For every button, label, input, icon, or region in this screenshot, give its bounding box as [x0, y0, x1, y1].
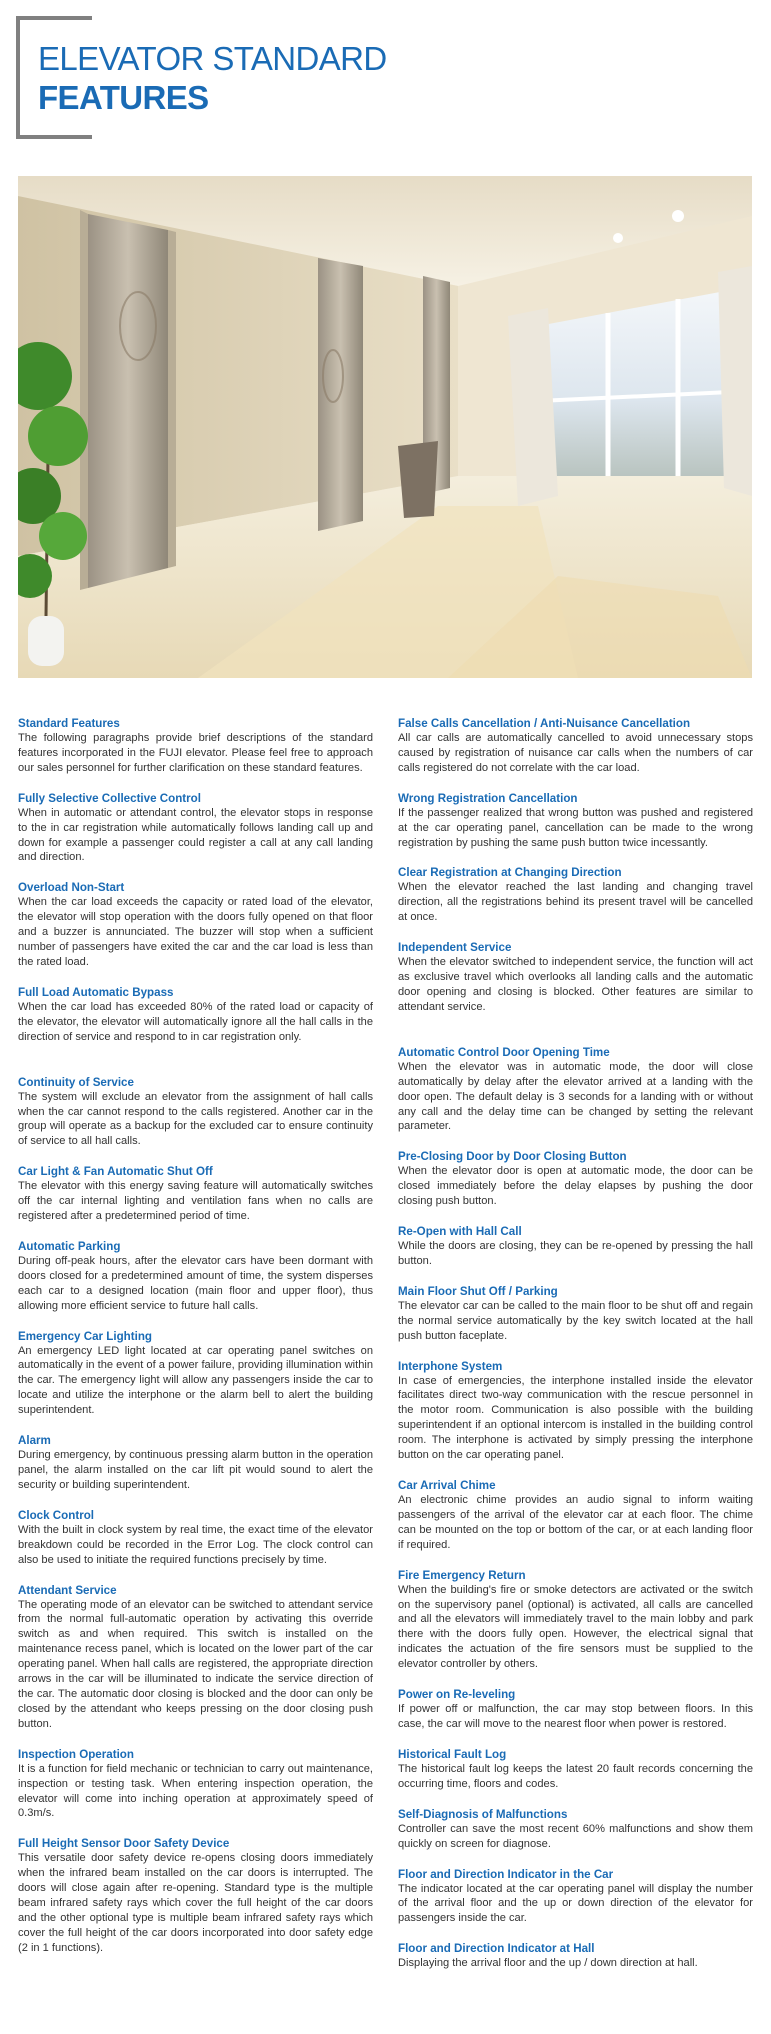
feature-section [398, 865, 753, 925]
section-body: It is a function for field mechanic or technician to carry out maintenance, inspection or testing task. When entering inspection operation, the elevator will come into inching operation at approximately speed of 0.3m/s. [18, 1762, 373, 1820]
title-line-2: FEATURES [38, 79, 209, 116]
section-body: Displaying the arrival floor and the up / down direction at hall. [398, 1957, 698, 1970]
feature-section [18, 791, 373, 866]
section-body: When the elevator reached the last landing and changing travel direction, all the registrations behind its present travel will be cancelled at once. [398, 881, 753, 924]
section-title: Emergency Car Lighting [18, 1329, 152, 1343]
section-body: When the elevator door is open at automatic mode, the door can be closed immediately before the delay elapses by pushing the door closing push button. [398, 1165, 753, 1208]
section-body: This versatile door safety device re-opens closing doors immediately when the infrared beam installed on the car doors is interrupted. The doors will close again after re-opening. Standard type is the multiple beam infrared safety rays which cover the full height of the car doors and the other optional type is multiple beam infrared safety rays which cover the full height of the car doors incorporated into door safety edge (2 in 1 functions). [18, 1852, 373, 1954]
section-title: Clear Registration at Changing Direction [398, 866, 622, 880]
feature-section [398, 1807, 753, 1852]
section-title: Fully Selective Collective Control [18, 791, 201, 805]
section-body: An emergency LED light located at car operating panel switches on automatically in the event of a power failure, providing illumination within the car. The emergency light will allow any passengers inside the car to locate and utilize the interphone or the alarm bell to alert the building superintendent. [18, 1344, 373, 1417]
section-body: The elevator car can be called to the main floor to be shut off and regain the normal service automatically by the key switch located at the hall push button faceplate. [398, 1299, 753, 1342]
feature-section [18, 880, 373, 970]
elevator-lobby-photo [18, 176, 752, 678]
feature-section [398, 1867, 753, 1927]
section-body: During emergency, by continuous pressing alarm button in the operation panel, the alarm installed on the car lift pit would sound to alert the security or building superintendent. [18, 1449, 373, 1491]
feature-section [398, 1478, 753, 1553]
section-title: Overload Non-Start [18, 881, 125, 895]
feature-section [398, 1687, 753, 1732]
feature-section [18, 1508, 373, 1568]
section-title: False Calls Cancellation / Anti-Nuisance Cancellation [398, 717, 691, 730]
section-title: Re-Open with Hall Call [398, 1225, 522, 1239]
section-body: If power off or malfunction, the car may stop between floors. In this case, the car will move to the nearest floor when power is restored. [398, 1703, 753, 1730]
section-body: When the elevator switched to independent service, the function will act as exclusive travel which overlooks all landing calls and the automatic door opening and closing is blocked. Other features are similar to attendant service. [398, 956, 753, 1013]
feature-section [18, 985, 373, 1045]
section-body: With the built in clock system by real time, the exact time of the elevator breakdown could be recorded in the Error Log. The clock control can also be used to initiate the required functions precisely by time. [18, 1523, 373, 1566]
section-body: During off-peak hours, after the elevator cars have been dormant with doors closed for a predetermined amount of time, the system disperses each car to a designed location (main floor and upper floor), thus allowing more efficient service to future hall calls. [18, 1254, 373, 1312]
feature-section [398, 1224, 753, 1269]
section-body: When the car load has exceeded 80% of the rated load or capacity of the elevator, the elevator will automatically ignore all the hall calls in the direction of service and respond to in car registration only. [18, 1000, 373, 1043]
feature-section [398, 1359, 753, 1463]
section-title: Independent Service [398, 941, 512, 955]
section-body: Controller can save the most recent 60% malfunctions and show them quickly on screen for diagnose. [398, 1822, 753, 1850]
section-body: The elevator with this energy saving feature will automatically switches off the car internal lighting and ventilation fans when no calls are registered after a predetermined period of time. [18, 1180, 373, 1223]
feature-section [18, 1836, 373, 1955]
right-column [398, 716, 753, 1971]
section-title: Floor and Direction Indicator at Hall [398, 1942, 595, 1956]
title-line-1: ELEVATOR STANDARD [38, 40, 387, 77]
left-column [18, 716, 373, 1956]
section-title: Power on Re-leveling [398, 1688, 516, 1702]
feature-section [18, 1329, 373, 1419]
section-body: The operating mode of an elevator can be switched to attendant service from the normal full-automatic operation by activating this override switch as and when required. This switch is installed on the maintenance recess panel, which is located on the lower part of the car operating panel. When hall calls are registered, the appropriate direction arrows in the car will be illuminated to indicate the service direction of the car. The automatic door closing is blocked and the door can only be closed by the attendant who keeps pressing on the door closing push button. [18, 1598, 373, 1730]
feature-section [398, 1045, 753, 1135]
section-body: When the elevator was in automatic mode, the door will close automatically by delay after the elevator arrived at a landing with the door open. The default delay is 3 seconds for a landing with or without any call and the delay time can be changed by setting the relevant parameter. [398, 1060, 753, 1133]
section-title: Clock Control [18, 1508, 95, 1522]
section-title: Automatic Control Door Opening Time [398, 1045, 610, 1059]
section-title: Car Light & Fan Automatic Shut Off [18, 1165, 213, 1179]
section-body: The following paragraphs provide brief descriptions of the standard features incorporated in the FUJI elevator. Please feel free to approach our sales personnel for further clarification on these standard features. [18, 732, 373, 774]
feature-section [398, 716, 753, 776]
section-title: Wrong Registration Cancellation [398, 791, 578, 805]
section-body: While the doors are closing, they can be re-opened by pressing the hall button. [398, 1240, 753, 1267]
section-title: Full Load Automatic Bypass [18, 985, 174, 999]
feature-section [18, 1239, 373, 1314]
section-body: If the passenger realized that wrong button was pushed and registered at the car operating panel, cancellation can be made to the wrong registration by pushing the same push button twice incessantly. [398, 806, 753, 849]
feature-section [18, 1433, 373, 1493]
section-title: Fire Emergency Return [398, 1568, 526, 1582]
section-title: Standard Features [18, 717, 120, 730]
section-title: Historical Fault Log [398, 1747, 507, 1761]
page-title [38, 40, 387, 118]
feature-section [398, 1941, 753, 1971]
section-title: Pre-Closing Door by Door Closing Button [398, 1150, 627, 1164]
section-title: Interphone System [398, 1359, 503, 1373]
section-body: In case of emergencies, the interphone installed inside the elevator facilitates direct two-way communication with the rescue personnel in the motor room. Communication is also possible with the building superintendent if an optional intercom is installed in the building control room. The interphone is activated by simply pressing the interphone button on the car operating panel. [398, 1374, 753, 1462]
section-title: Car Arrival Chime [398, 1479, 496, 1492]
section-body: When the car load exceeds the capacity or rated load of the elevator, the elevator will stop operation with the doors fully opened on that floor and a buzzer is annunciated. The buzzer will stop when a sufficient number of passengers have exited the car and the car load is less than the rated load. [18, 896, 373, 968]
section-title: Continuity of Service [18, 1075, 134, 1089]
section-title: Automatic Parking [18, 1239, 121, 1253]
feature-section [398, 1149, 753, 1209]
section-body: When in automatic or attendant control, the elevator stops in response to the in car registration while automatically follows landing call up and down for example a passenger could register a call at any call landing and direction. [18, 806, 373, 864]
section-title: Main Floor Shut Off / Parking [398, 1284, 558, 1298]
feature-section [398, 1284, 753, 1344]
section-body: An electronic chime provides an audio signal to inform waiting passengers of the arrival of the elevator car at each floor. The chime can be mounted on the top or bottom of the car, or at each landing floor if required. [398, 1494, 753, 1551]
feature-section [398, 1568, 753, 1672]
feature-section [398, 791, 753, 851]
feature-section [398, 1747, 753, 1792]
feature-section [398, 940, 753, 1015]
feature-section [18, 1583, 373, 1732]
feature-section [18, 1164, 373, 1224]
section-title: Attendant Service [18, 1583, 117, 1597]
section-title: Full Height Sensor Door Safety Device [18, 1837, 230, 1851]
section-body: When the building's fire or smoke detectors are activated or the switch on the supervisory panel (optional) is activated, all calls are cancelled and all the elevators will immediately travel to the main lobby and park there with the doors fully open. However, the electrical signal that indicates the actuation of the fire sensors must be supplied to the elevator controller by others. [398, 1583, 753, 1671]
section-title: Self-Diagnosis of Malfunctions [398, 1807, 568, 1821]
section-body: The indicator located at the car operating panel will display the number of the arrival floor and the up or down direction of the elevator for passengers inside the car. [398, 1882, 753, 1925]
section-body: All car calls are automatically cancelled to avoid unnecessary stops caused by registration of nuisance car calls when the numbers of car calls registered do not correlate with the car load. [398, 732, 753, 774]
section-title: Alarm [18, 1434, 51, 1448]
section-title: Inspection Operation [18, 1747, 134, 1761]
section-body: The historical fault log keeps the latest 20 fault records concerning the occurring time, floors and codes. [398, 1762, 753, 1790]
feature-section [18, 1075, 373, 1150]
feature-section [18, 1747, 373, 1822]
feature-section [18, 716, 373, 776]
section-body: The system will exclude an elevator from the assignment of hall calls when the car cannot respond to the calls registered. Another car in the group will operate as a backup for the excluded car to ensure continuity of service to all hall calls. [18, 1090, 373, 1148]
section-title: Floor and Direction Indicator in the Car [398, 1867, 614, 1881]
